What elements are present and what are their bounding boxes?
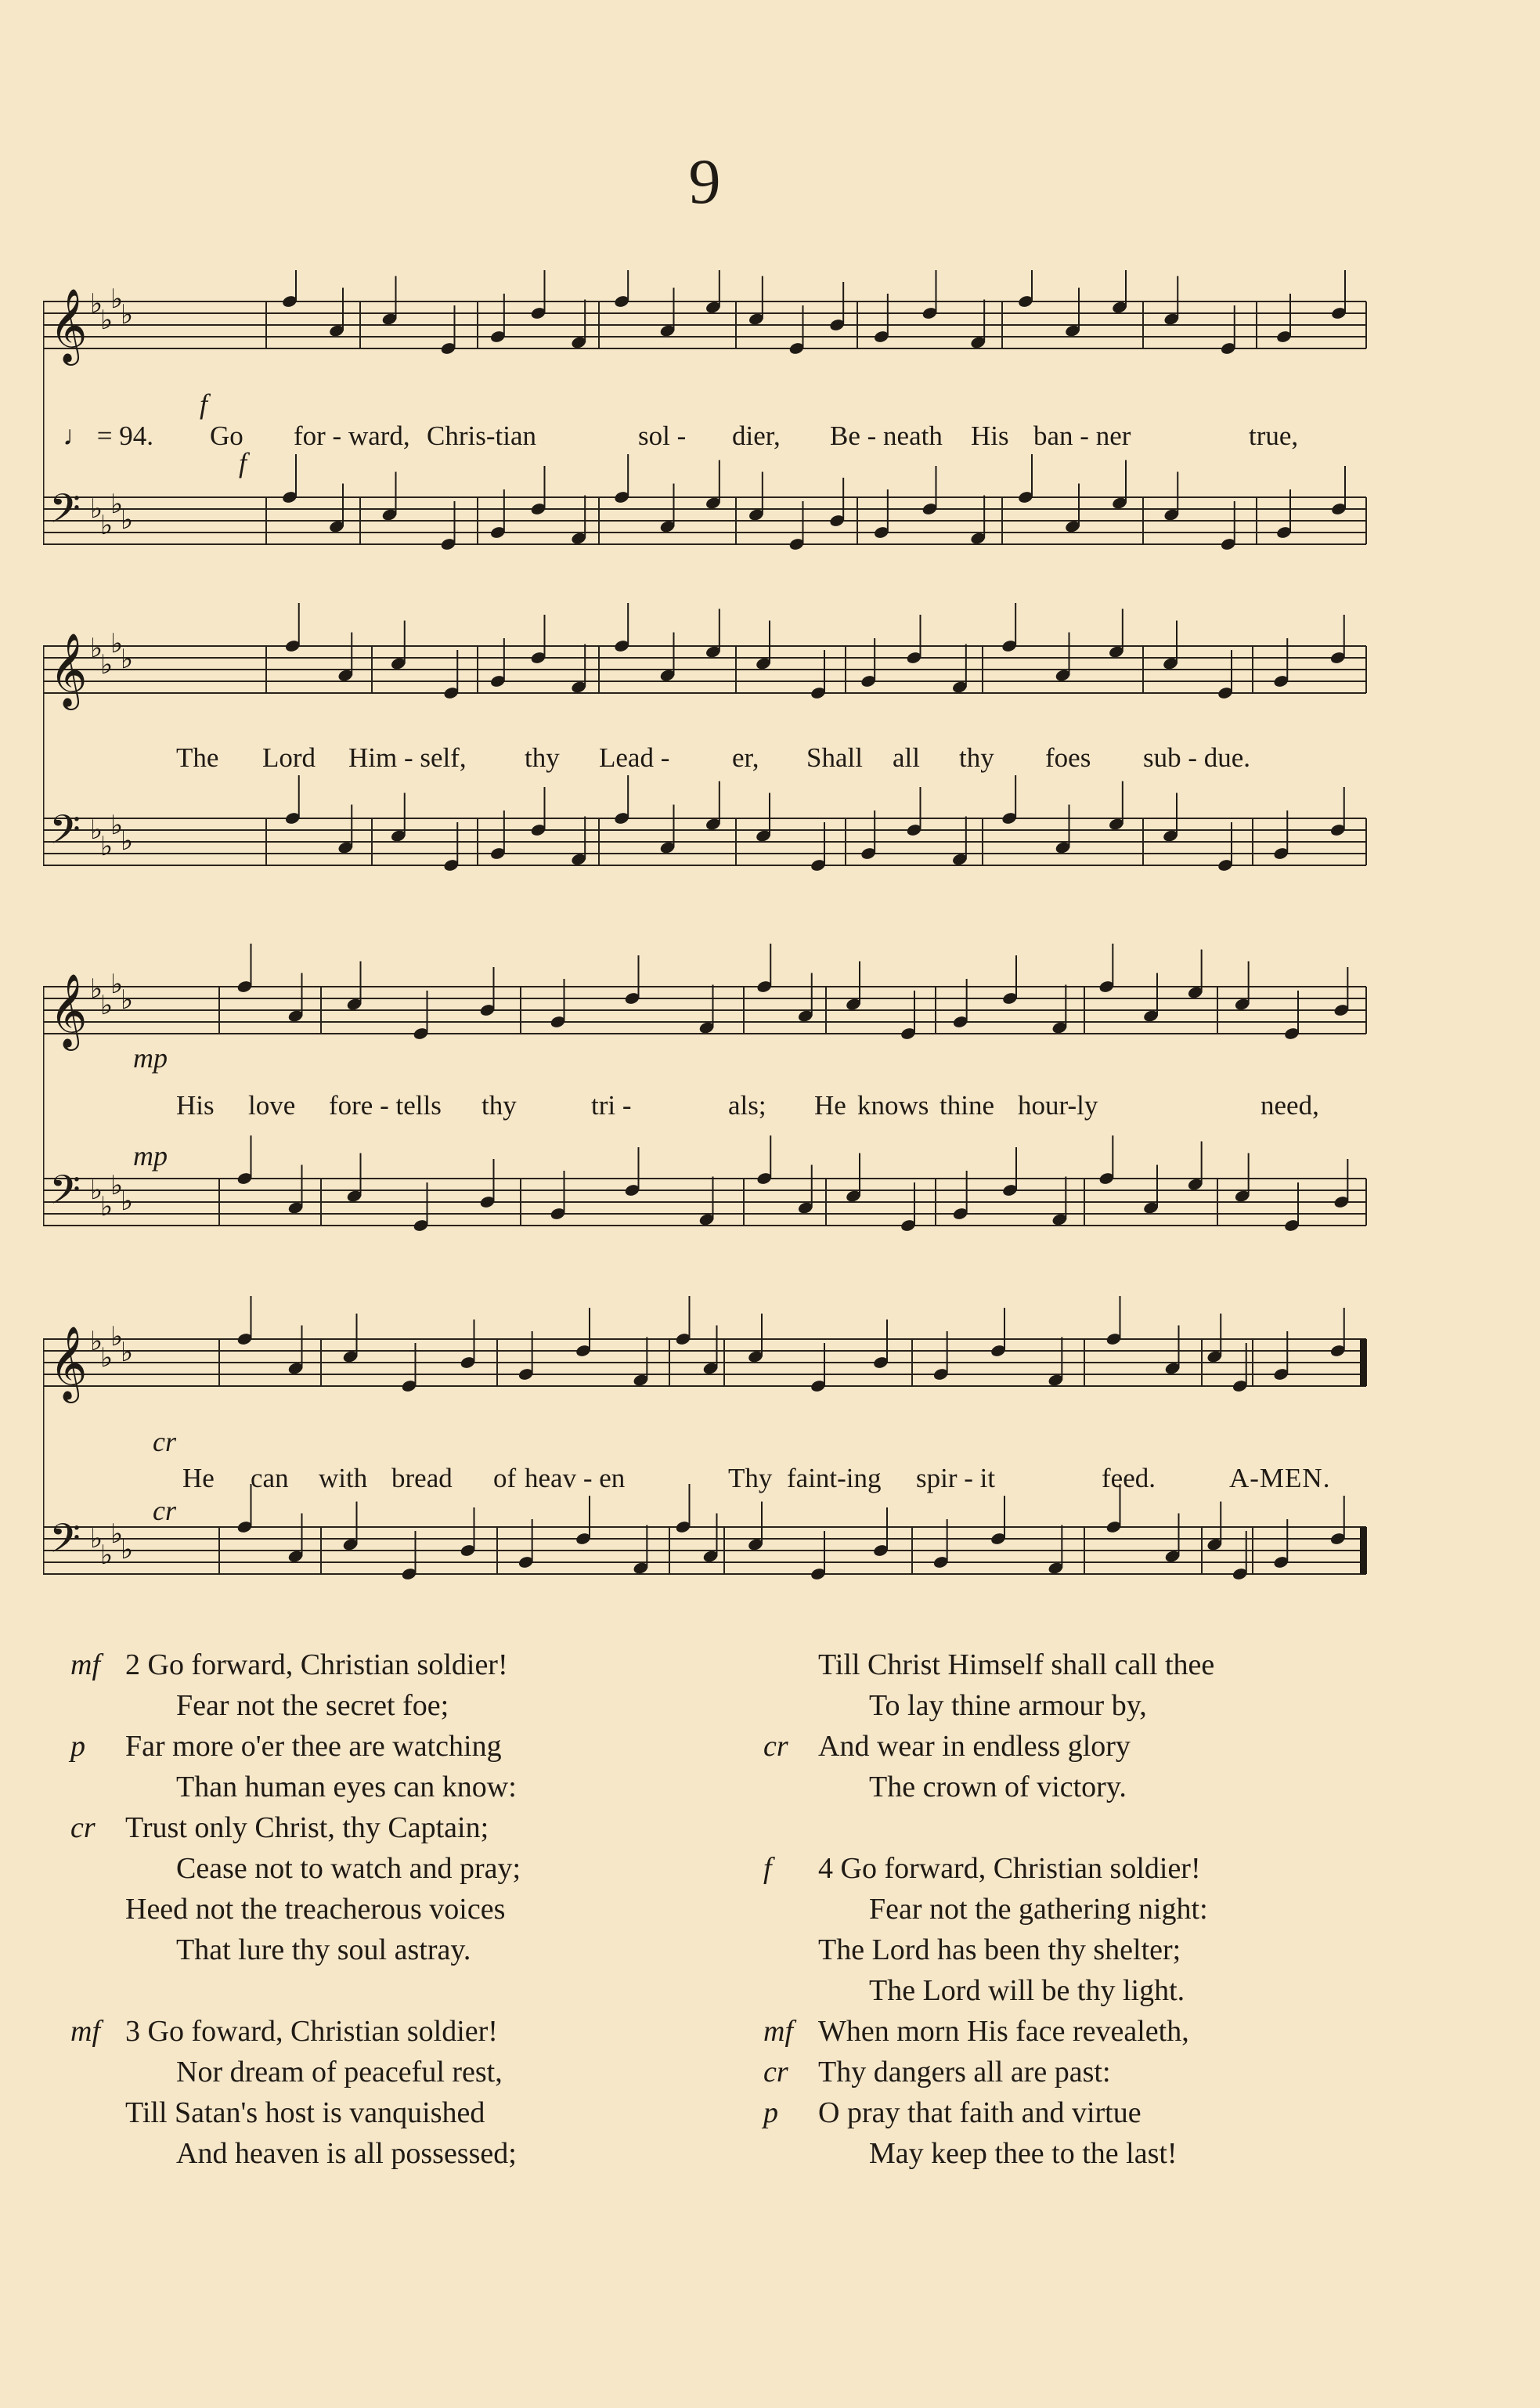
verse-line: And wear in endless glory bbox=[818, 1730, 1131, 1763]
lyric-syllable: er, bbox=[732, 742, 759, 773]
lyric-syllable: all bbox=[893, 742, 920, 773]
flat-icon: ♭ bbox=[121, 984, 134, 1016]
verse-dynamic: mf bbox=[70, 2015, 100, 2048]
lyric-syllable: sol - bbox=[638, 421, 687, 451]
flat-icon: ♭ bbox=[121, 504, 134, 536]
dynamic-bass: mp bbox=[133, 1140, 168, 1172]
verse-line: Cease not to watch and pray; bbox=[176, 1852, 521, 1885]
lyric-syllable: dier, bbox=[732, 421, 781, 451]
flat-icon: ♭ bbox=[121, 1186, 134, 1217]
dynamic-bass: f bbox=[239, 447, 247, 478]
lyric-syllable: Be - neath bbox=[830, 421, 943, 451]
flat-icon: ♭ bbox=[110, 628, 124, 659]
verse-dynamic: cr bbox=[763, 2056, 788, 2088]
verse-line: That lure thy soul astray. bbox=[176, 1933, 471, 1966]
lyric-syllable: can bbox=[251, 1463, 289, 1493]
bass-clef-icon: 𝄢 bbox=[49, 1166, 81, 1223]
flat-icon: ♭ bbox=[110, 489, 124, 520]
lyric-syllable: thine bbox=[940, 1090, 994, 1121]
flat-icon: ♭ bbox=[121, 644, 134, 675]
verse-dynamic: cr bbox=[70, 1811, 96, 1844]
lyric-syllable: His bbox=[176, 1090, 215, 1121]
verse-dynamic: cr bbox=[763, 1730, 788, 1763]
lyric-syllable: Go bbox=[210, 421, 243, 451]
dynamic-treble: cr bbox=[153, 1426, 176, 1457]
page-number: 9 bbox=[688, 146, 721, 217]
verse-line: The Lord will be thy light. bbox=[869, 1974, 1185, 2007]
verse-line: The Lord has been thy shelter; bbox=[818, 1933, 1181, 1966]
flat-icon: ♭ bbox=[110, 810, 124, 841]
flat-icon: ♭ bbox=[121, 1534, 134, 1565]
lyric-syllable: thy bbox=[959, 742, 994, 773]
dynamic-bass: cr bbox=[153, 1495, 176, 1526]
flat-icon: ♭ bbox=[100, 1342, 114, 1374]
lyric-syllable: Chris-tian bbox=[427, 421, 536, 451]
lyric-syllable: He bbox=[182, 1463, 215, 1493]
verse-line: To lay thine armour by, bbox=[869, 1689, 1147, 1722]
flat-icon: ♭ bbox=[110, 1518, 124, 1550]
flat-icon: ♭ bbox=[90, 493, 103, 525]
verse-line: 3 Go foward, Christian soldier! bbox=[125, 2015, 498, 2048]
lyric-syllable: ban - ner bbox=[1033, 421, 1131, 451]
lyric-syllable: The bbox=[176, 742, 219, 773]
lyric-syllable: sub - due. bbox=[1143, 742, 1251, 773]
flat-icon: ♭ bbox=[110, 969, 124, 1000]
lyric-syllable: need, bbox=[1260, 1090, 1319, 1121]
verse-line: Thy dangers all are past: bbox=[818, 2056, 1111, 2088]
bass-clef-icon: 𝄢 bbox=[49, 1514, 81, 1572]
lyric-syllable: of bbox=[493, 1463, 517, 1493]
music-system-1 bbox=[43, 270, 1374, 599]
flat-icon: ♭ bbox=[121, 1337, 134, 1368]
tempo-marking: ♩ = 94. bbox=[63, 421, 153, 451]
flat-icon: ♭ bbox=[90, 973, 103, 1005]
final-barline bbox=[1360, 1527, 1366, 1574]
music-system-4 bbox=[43, 1292, 1374, 1641]
flat-icon: ♭ bbox=[121, 825, 134, 857]
lyric-syllable: He bbox=[814, 1090, 846, 1121]
flat-icon: ♭ bbox=[110, 1170, 124, 1201]
lyric-syllable: foes bbox=[1045, 742, 1091, 773]
lyric-syllable: for - ward, bbox=[294, 421, 410, 451]
lyric-syllable: true, bbox=[1249, 421, 1299, 451]
verse-line: 4 Go forward, Christian soldier! bbox=[818, 1852, 1201, 1885]
flat-icon: ♭ bbox=[121, 299, 134, 330]
verse-dynamic: p bbox=[763, 2096, 778, 2129]
verse-line: Till Satan's host is vanquished bbox=[125, 2096, 485, 2129]
lyric-syllable: His bbox=[971, 421, 1009, 451]
flat-icon: ♭ bbox=[90, 288, 103, 320]
lyric-syllable: tri - bbox=[591, 1090, 632, 1121]
lyric-syllable: thy bbox=[481, 1090, 517, 1121]
lyric-syllable: Shall bbox=[806, 742, 863, 773]
grand-staff-3 bbox=[43, 940, 1374, 1292]
dynamic-treble: f bbox=[200, 388, 208, 420]
treble-clef-icon: 𝄞 bbox=[49, 633, 88, 707]
verse-line: Trust only Christ, thy Captain; bbox=[125, 1811, 489, 1844]
bass-clef-icon: 𝄢 bbox=[49, 806, 81, 863]
flat-icon: ♭ bbox=[100, 510, 114, 541]
verse-line: Fear not the secret foe; bbox=[176, 1689, 449, 1722]
verse-dynamic: p bbox=[70, 1730, 85, 1763]
final-barline bbox=[1360, 1339, 1366, 1386]
verse-line: Fear not the gathering night: bbox=[869, 1893, 1208, 1926]
verse-line: Than human eyes can know: bbox=[176, 1771, 517, 1803]
verse-line: Nor dream of peaceful rest, bbox=[176, 2056, 503, 2088]
music-system-2 bbox=[43, 603, 1374, 940]
verse-line: 2 Go forward, Christian soldier! bbox=[125, 1648, 508, 1681]
lyric-syllable: Thy bbox=[728, 1463, 773, 1493]
dynamic-treble: mp bbox=[133, 1042, 168, 1074]
treble-clef-icon: 𝄞 bbox=[49, 973, 88, 1048]
lyric-syllable: heav - en bbox=[525, 1463, 626, 1493]
grand-staff-4 bbox=[43, 1292, 1374, 1641]
verse-line: The crown of victory. bbox=[869, 1771, 1127, 1803]
verse-line: Till Christ Himself shall call thee bbox=[818, 1648, 1215, 1681]
verse-dynamic: f bbox=[763, 1852, 772, 1885]
flat-icon: ♭ bbox=[100, 1540, 114, 1571]
verse-line: O pray that faith and virtue bbox=[818, 2096, 1141, 2129]
flat-icon: ♭ bbox=[90, 1175, 103, 1206]
flat-icon: ♭ bbox=[90, 814, 103, 846]
lyric-syllable: spir - it bbox=[916, 1463, 996, 1493]
lyric-syllable: A-MEN. bbox=[1229, 1463, 1331, 1493]
lyric-syllable: with bbox=[319, 1463, 368, 1493]
bass-clef-icon: 𝄢 bbox=[49, 485, 81, 542]
lyric-syllable: fore - tells bbox=[329, 1090, 442, 1121]
lyric-syllable: Lead - bbox=[599, 742, 670, 773]
verse-line: Far more o'er thee are watching bbox=[125, 1730, 502, 1763]
flat-icon: ♭ bbox=[90, 633, 103, 664]
verses-right-column bbox=[763, 1644, 1468, 2170]
lyric-syllable: thy bbox=[525, 742, 560, 773]
verse-line: When morn His face revealeth, bbox=[818, 2015, 1189, 2048]
lyric-syllable: als; bbox=[728, 1090, 766, 1121]
flat-icon: ♭ bbox=[110, 283, 124, 315]
flat-icon: ♭ bbox=[100, 1191, 114, 1222]
lyric-syllable: Lord bbox=[262, 742, 316, 773]
treble-clef-icon: 𝄞 bbox=[49, 1326, 88, 1400]
lyric-syllable: love bbox=[248, 1090, 296, 1121]
flat-icon: ♭ bbox=[100, 649, 114, 681]
music-system-3 bbox=[43, 940, 1374, 1292]
flat-icon: ♭ bbox=[110, 1321, 124, 1352]
flat-icon: ♭ bbox=[90, 1523, 103, 1554]
flat-icon: ♭ bbox=[90, 1326, 103, 1357]
flat-icon: ♭ bbox=[100, 305, 114, 336]
verse-dynamic: mf bbox=[763, 2015, 793, 2048]
flat-icon: ♭ bbox=[100, 990, 114, 1021]
verse-dynamic: mf bbox=[70, 1648, 100, 1681]
lyric-syllable: bread bbox=[391, 1463, 453, 1493]
lyric-syllable: Him - self, bbox=[348, 742, 467, 773]
flat-icon: ♭ bbox=[100, 831, 114, 862]
verse-line: Heed not the treacherous voices bbox=[125, 1893, 506, 1926]
lyric-syllable: faint-ing bbox=[787, 1463, 882, 1493]
treble-clef-icon: 𝄞 bbox=[49, 288, 88, 363]
verses-left-column bbox=[70, 1644, 759, 2170]
verse-line: And heaven is all possessed; bbox=[176, 2137, 517, 2170]
lyric-syllable: knows bbox=[857, 1090, 929, 1121]
lyric-syllable: feed. bbox=[1102, 1463, 1156, 1493]
lyric-syllable: hour-ly bbox=[1018, 1090, 1098, 1121]
verse-line: May keep thee to the last! bbox=[869, 2137, 1178, 2170]
